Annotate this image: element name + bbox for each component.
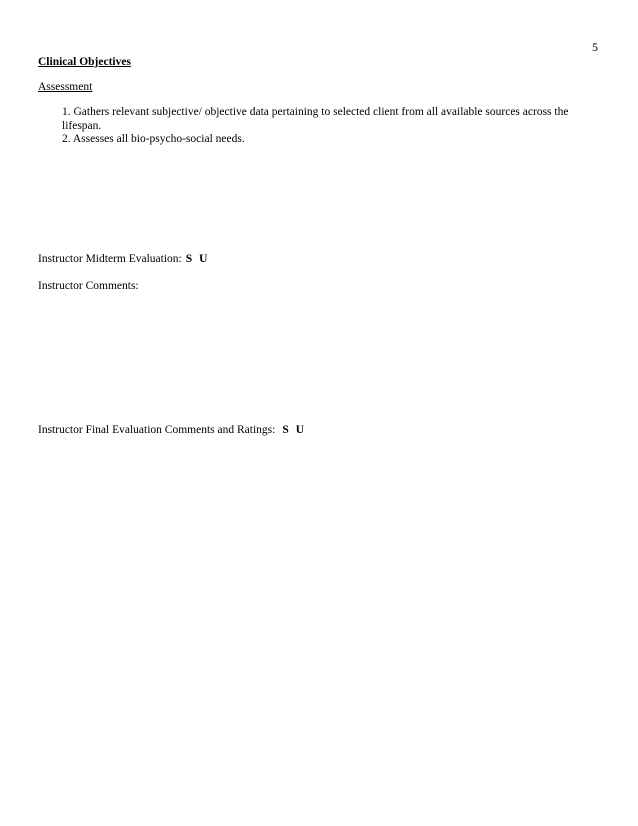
objectives-list <box>62 106 587 147</box>
midterm-evaluation-label: Instructor Midterm Evaluation: <box>38 253 182 265</box>
instructor-comments-label: Instructor Comments: <box>38 280 139 292</box>
final-rating-u: U <box>295 424 305 436</box>
objective-item: 1. Gathers relevant subjective/ objective data pertaining to selected client from all available sources across the lifespan. <box>62 106 569 132</box>
midterm-rating-s: S <box>185 253 193 265</box>
clinical-objectives-heading: Clinical Objectives <box>38 56 131 68</box>
midterm-rating-u: U <box>199 253 208 265</box>
final-evaluation-label: Instructor Final Evaluation Comments and Ratings: <box>38 424 276 436</box>
objective-item: 2. Assesses all bio-psycho-social needs. <box>62 133 245 145</box>
final-rating-s: S <box>282 424 289 436</box>
assessment-subheading: Assessment <box>38 81 93 93</box>
page-number: 5 <box>592 40 598 54</box>
midterm-evaluation-line <box>38 252 207 266</box>
final-evaluation-line <box>38 423 304 437</box>
